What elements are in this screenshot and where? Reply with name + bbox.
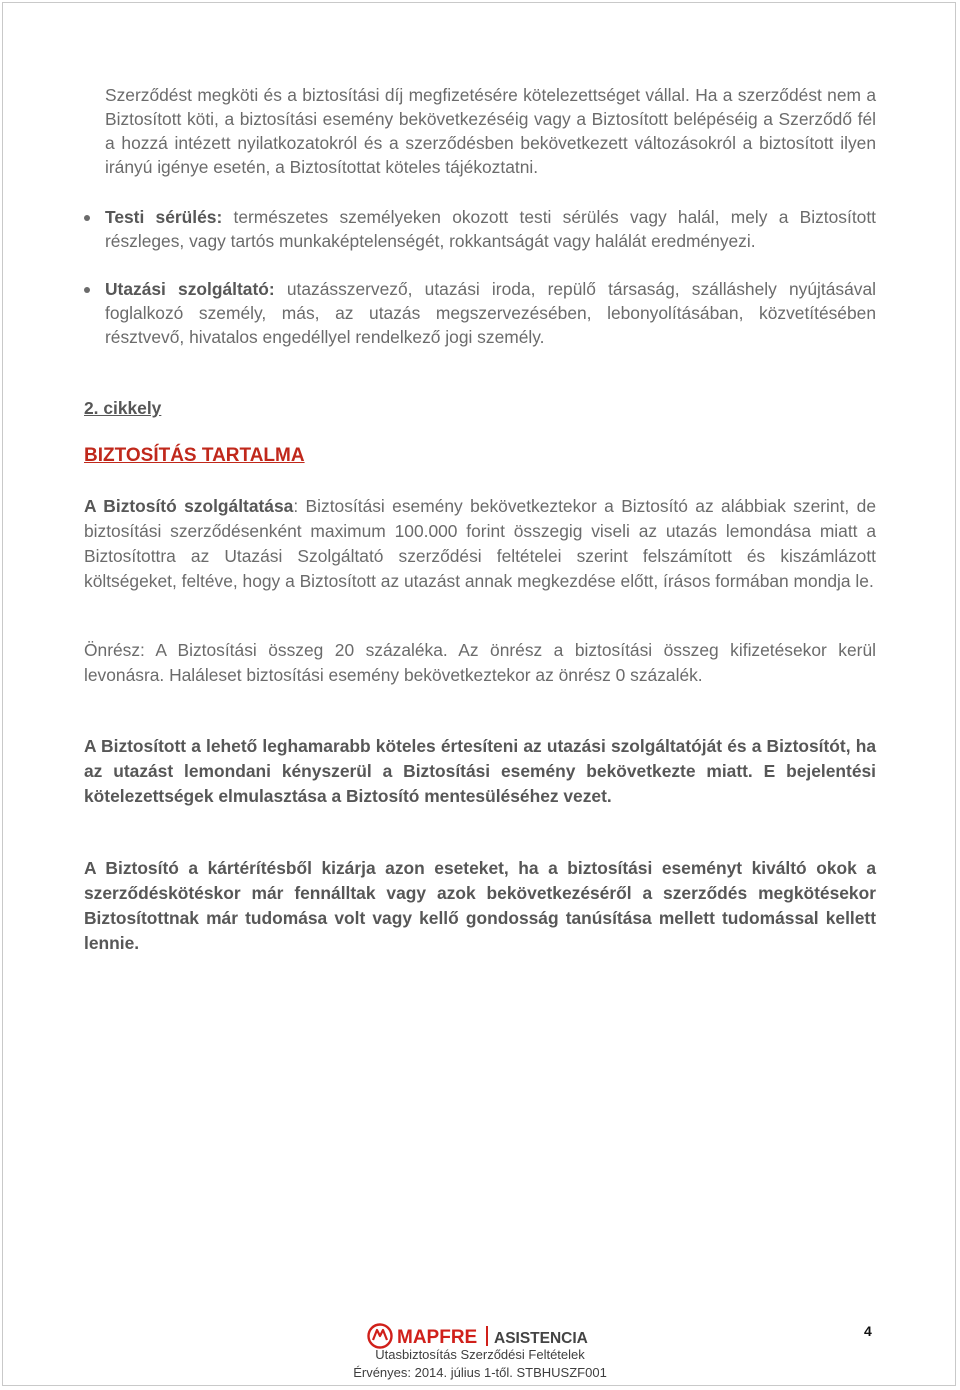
definition-text: utazásszervező, utazási iroda, repülő társaság, szálláshely nyújtásával foglalkozó személy, más, az utazás megszervezésében, lebonyolításában, közvetítésében résztvevő, hivatalos engedéllyel rendelkező jogi személy. [105,279,876,347]
logo-divider [486,1326,488,1346]
service-paragraph [84,494,876,594]
page-number: 4 [864,1323,872,1339]
logo-brand-main: MAPFRE [397,1327,478,1348]
notification-paragraph: A Biztosított a lehető leghamarabb köteles értesíteni az utazási szolgáltatóját és a Biztosítót, ha az utazást lemondani kényszerül a Biztosítási esemény bekövetkezte miatt. E bejelentési kötelezettségek elmulasztása a Biztosító mentesüléséhez vezet. [84,736,876,806]
article-number: 2. cikkely [84,398,162,418]
footer-validity: Érvényes: 2014. július 1-től. STBHUSZF001 [353,1365,607,1380]
bullet-icon [84,215,90,221]
deductible-paragraph: Önrész: A Biztosítási összeg 20 százaléka. Az önrész a biztosítási összeg kifizetésekor kerül levonásra. Haláleset biztosítási esemény bekövetkeztekor az önrész 0 százalék. [84,640,876,685]
definition-term: Testi sérülés: [105,207,223,227]
exclusion-paragraph: A Biztosító a kártérítésből kizárja azon eseteket, ha a biztosítási eseményt kiváltó okok a szerződéskötéskor már fennálltak vagy azok bekövetkezéséről a szerződés megkötésekor Biztosítottnak már tudomása volt vagy kellő gondosság tanúsítása mellett tudomással kellett lennie. [84,858,876,953]
definition-item [105,277,876,349]
definition-text: természetes személyeken okozott testi sérülés vagy halál, mely a Biztosított részleges, vagy tartós munkaképtelenségét, rokkantságát vagy halálát eredményezi. [105,207,876,251]
definition-term: Utazási szolgáltató: [105,279,275,299]
service-text: : Biztosítási esemény bekövetkeztekor a Biztosító az alábbiak szerint, de biztosítási szerződésenként maximum 100.000 forint összegig viseli az utazás lemondása miatt a Biztosítottra az Utazási Szolgáltató szerződési feltételei szerint felszámított és kiszámlázott költségeket, feltéve, hogy a Biztosított az utazást annak megkezdése előtt, írásos formában mondja le. [84,496,876,591]
service-label: A Biztosító szolgáltatása [84,496,294,516]
definition-item [105,205,876,253]
bullet-icon [84,287,90,293]
intro-paragraph: Szerződést megköti és a biztosítási díj megfizetésére kötelezettséget vállal. Ha a szerződést nem a Biztosított köti, a biztosítási esemény bekövetkezéséig vagy a Biztosított belépéséig a Szerződő fél a hozzá intézett nyilatkozatokról és a szerződésben bekövetkezett változásokról a biztosított ilyen irányú igénye esetén, a Biztosítottat köteles tájékoztatni. [105,85,876,177]
logo-brand-sub: ASISTENCIA [494,1330,588,1347]
mapfre-emblem-icon [369,1325,392,1348]
footer-doc-title: Utasbiztosítás Szerződési Feltételek [375,1347,585,1362]
section-heading: BIZTOSÍTÁS TARTALMA [84,445,305,466]
